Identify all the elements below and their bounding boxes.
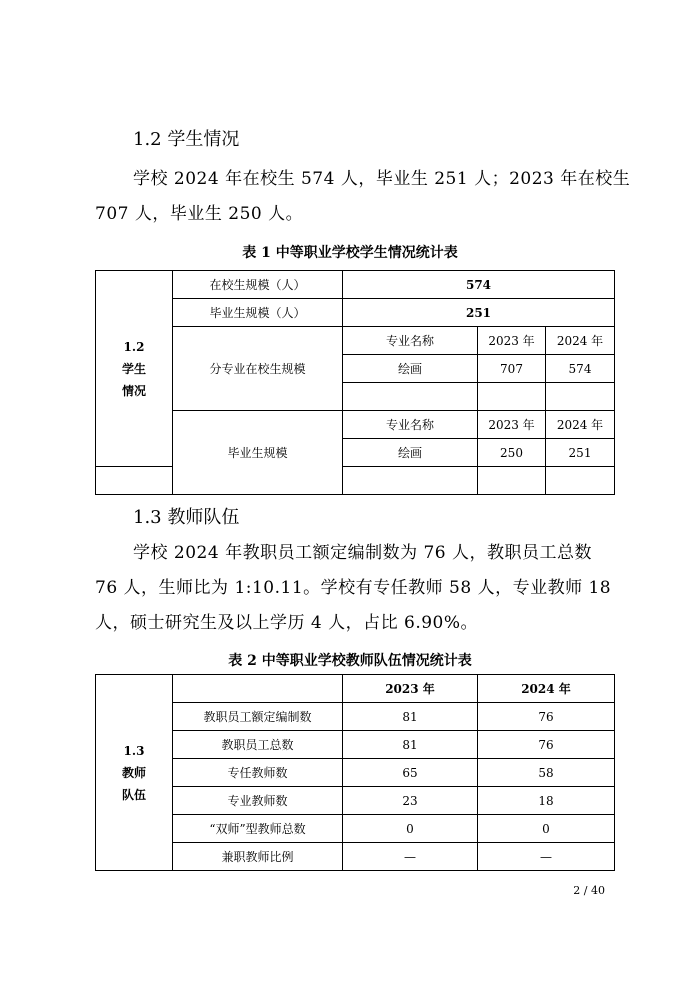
- section-heading-1-3: 1.3 教师队伍: [133, 507, 240, 528]
- table-row: “双师”型教师总数 0 0: [96, 815, 615, 843]
- section-1-3-paragraph-line-1: 学校 2024 年教职员工额定编制数为 76 人，教职员工总数: [133, 543, 593, 563]
- table-row: 专业教师数 23 18: [96, 787, 615, 815]
- col-header-2023: 2023 年: [478, 411, 546, 439]
- table-row: 教职员工总数 81 76: [96, 731, 615, 759]
- enrolled-value: 574: [343, 271, 615, 299]
- graduates-value: 251: [343, 299, 615, 327]
- section-1-3-paragraph-line-2: 76 人，生师比为 1:10.11。学校有专任教师 58 人，专业教师 18: [95, 578, 612, 598]
- grad-scale-label: 毕业生规模: [173, 411, 343, 495]
- col-header-2023: 2023 年: [343, 675, 478, 703]
- section-1-3-paragraph-line-3: 人，硕士研究生及以上学历 4 人，占比 6.90%。: [95, 613, 479, 633]
- table-row: 教职员工额定编制数 81 76: [96, 703, 615, 731]
- enrolled-label: 在校生规模（人）: [173, 271, 343, 299]
- student-stats-table: [95, 270, 615, 495]
- table-row: 绘画 250 251: [96, 439, 615, 467]
- col-header-2023: 2023 年: [478, 327, 546, 355]
- page-number: 2 / 40: [573, 884, 605, 897]
- by-major-label: 分专业在校生规模: [173, 327, 343, 411]
- col-header-2024: 2024 年: [546, 411, 615, 439]
- col-header-2024: 2024 年: [478, 675, 615, 703]
- table-2-side-label: 1.3 教师 队伍: [96, 675, 173, 871]
- table-row: 专任教师数 65 58: [96, 759, 615, 787]
- table-2-caption: 表 2 中等职业学校教师队伍情况统计表: [228, 653, 472, 669]
- table-row: 绘画 707 574: [96, 355, 615, 383]
- section-heading-1-2: 1.2 学生情况: [133, 129, 240, 150]
- table-1-caption: 表 1 中等职业学校学生情况统计表: [242, 245, 458, 261]
- section-1-2-paragraph-line-1: 学校 2024 年在校生 574 人，毕业生 251 人；2023 年在校生: [133, 169, 631, 189]
- col-header-major: 专业名称: [343, 327, 478, 355]
- col-header-major: 专业名称: [343, 411, 478, 439]
- table-row: 兼职教师比例 — —: [96, 843, 615, 871]
- col-header-2024: 2024 年: [546, 327, 615, 355]
- table-1-side-label: 1.2 学生 情况: [96, 271, 173, 467]
- graduates-label: 毕业生规模（人）: [173, 299, 343, 327]
- header-blank: [173, 675, 343, 703]
- teacher-stats-table: [95, 674, 615, 871]
- section-1-2-paragraph-line-2: 707 人，毕业生 250 人。: [95, 204, 304, 224]
